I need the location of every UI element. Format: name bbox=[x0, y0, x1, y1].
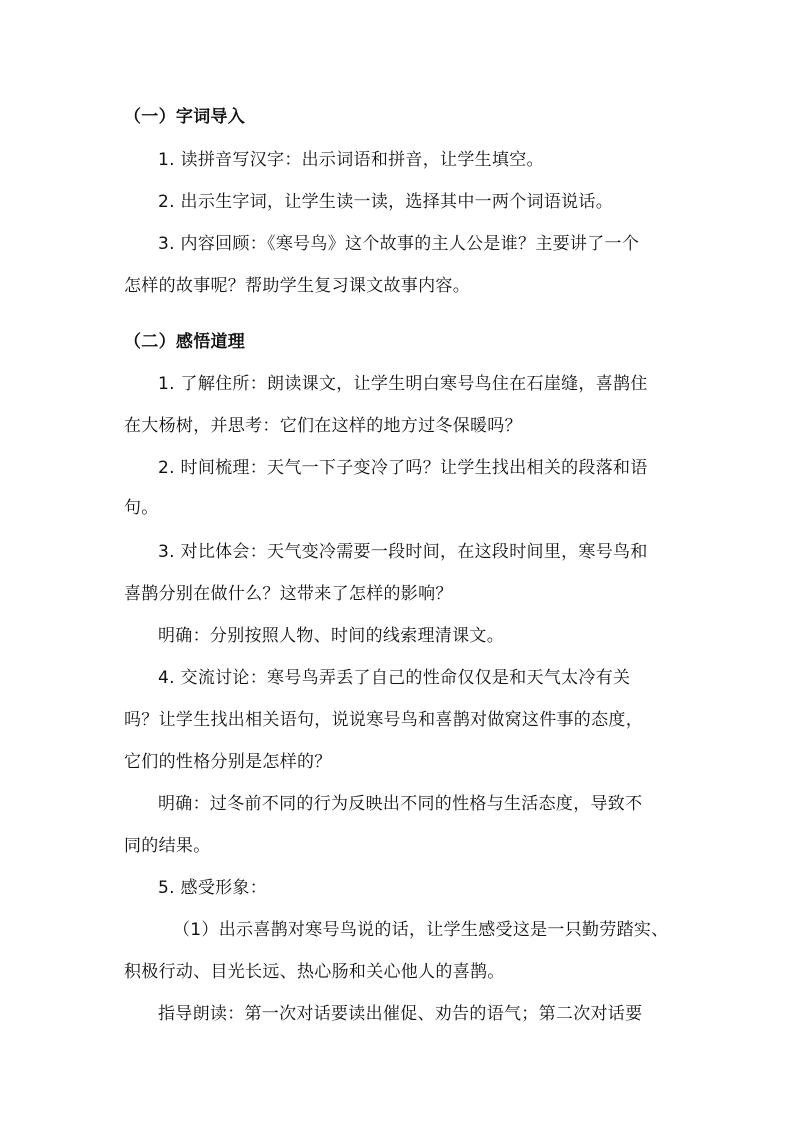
paragraph-line: 吗？让学生找出相关语句，说说寒号鸟和喜鹊对做窝这件事的态度， bbox=[124, 710, 643, 730]
paragraph-line: 明确：分别按照人物、时间的线索理清课文。 bbox=[158, 626, 504, 646]
paragraph-line: 1. 读拼音写汉字：出示词语和拼音，让学生填空。 bbox=[158, 150, 544, 170]
paragraph-line: 4. 交流讨论：寒号鸟弄丢了自己的性命仅仅是和天气太冷有关 bbox=[158, 668, 631, 688]
paragraph-line: 喜鹊分别在做什么？这带来了怎样的影响？ bbox=[124, 584, 453, 604]
paragraph-line: 3. 内容回顾：《寒号鸟》这个故事的主人公是谁？主要讲了一个 bbox=[158, 234, 640, 254]
paragraph-line: 同的结果。 bbox=[124, 836, 211, 856]
section-heading-understanding: （二）感悟道理 bbox=[124, 332, 246, 352]
paragraph-line: 5. 感受形象： bbox=[158, 878, 268, 898]
paragraph-line: 怎样的故事呢？帮助学生复习课文故事内容。 bbox=[124, 276, 470, 296]
paragraph-line: 明确：过冬前不同的行为反映出不同的性格与生活态度，导致不 bbox=[158, 794, 643, 814]
paragraph-line: 1. 了解住所：朗读课文，让学生明白寒号鸟住在石崖缝，喜鹊住 bbox=[158, 374, 648, 394]
paragraph-line: 它们的性格分别是怎样的？ bbox=[124, 752, 332, 772]
paragraph-line: 在大杨树，并思考：它们在这样的地方过冬保暖吗？ bbox=[124, 416, 522, 436]
paragraph-line: 句。 bbox=[124, 498, 159, 518]
paragraph-line: 3. 对比体会：天气变冷需要一段时间，在这段时间里，寒号鸟和 bbox=[158, 542, 648, 562]
paragraph-line: （1）出示喜鹊对寒号鸟说的话，让学生感受这是一只勤劳踏实、 bbox=[173, 920, 669, 940]
paragraph-line: 2. 时间梳理：天气一下子变冷了吗？让学生找出相关的段落和语 bbox=[158, 458, 648, 478]
paragraph-line: 指导朗读：第一次对话要读出催促、劝告的语气；第二次对话要 bbox=[158, 1004, 643, 1024]
paragraph-line: 2. 出示生字词，让学生读一读，选择其中一两个词语说话。 bbox=[158, 192, 614, 212]
paragraph-line: 积极行动、目光长远、热心肠和关心他人的喜鹊。 bbox=[124, 962, 505, 982]
section-heading-word-intro: （一）字词导入 bbox=[124, 107, 246, 127]
